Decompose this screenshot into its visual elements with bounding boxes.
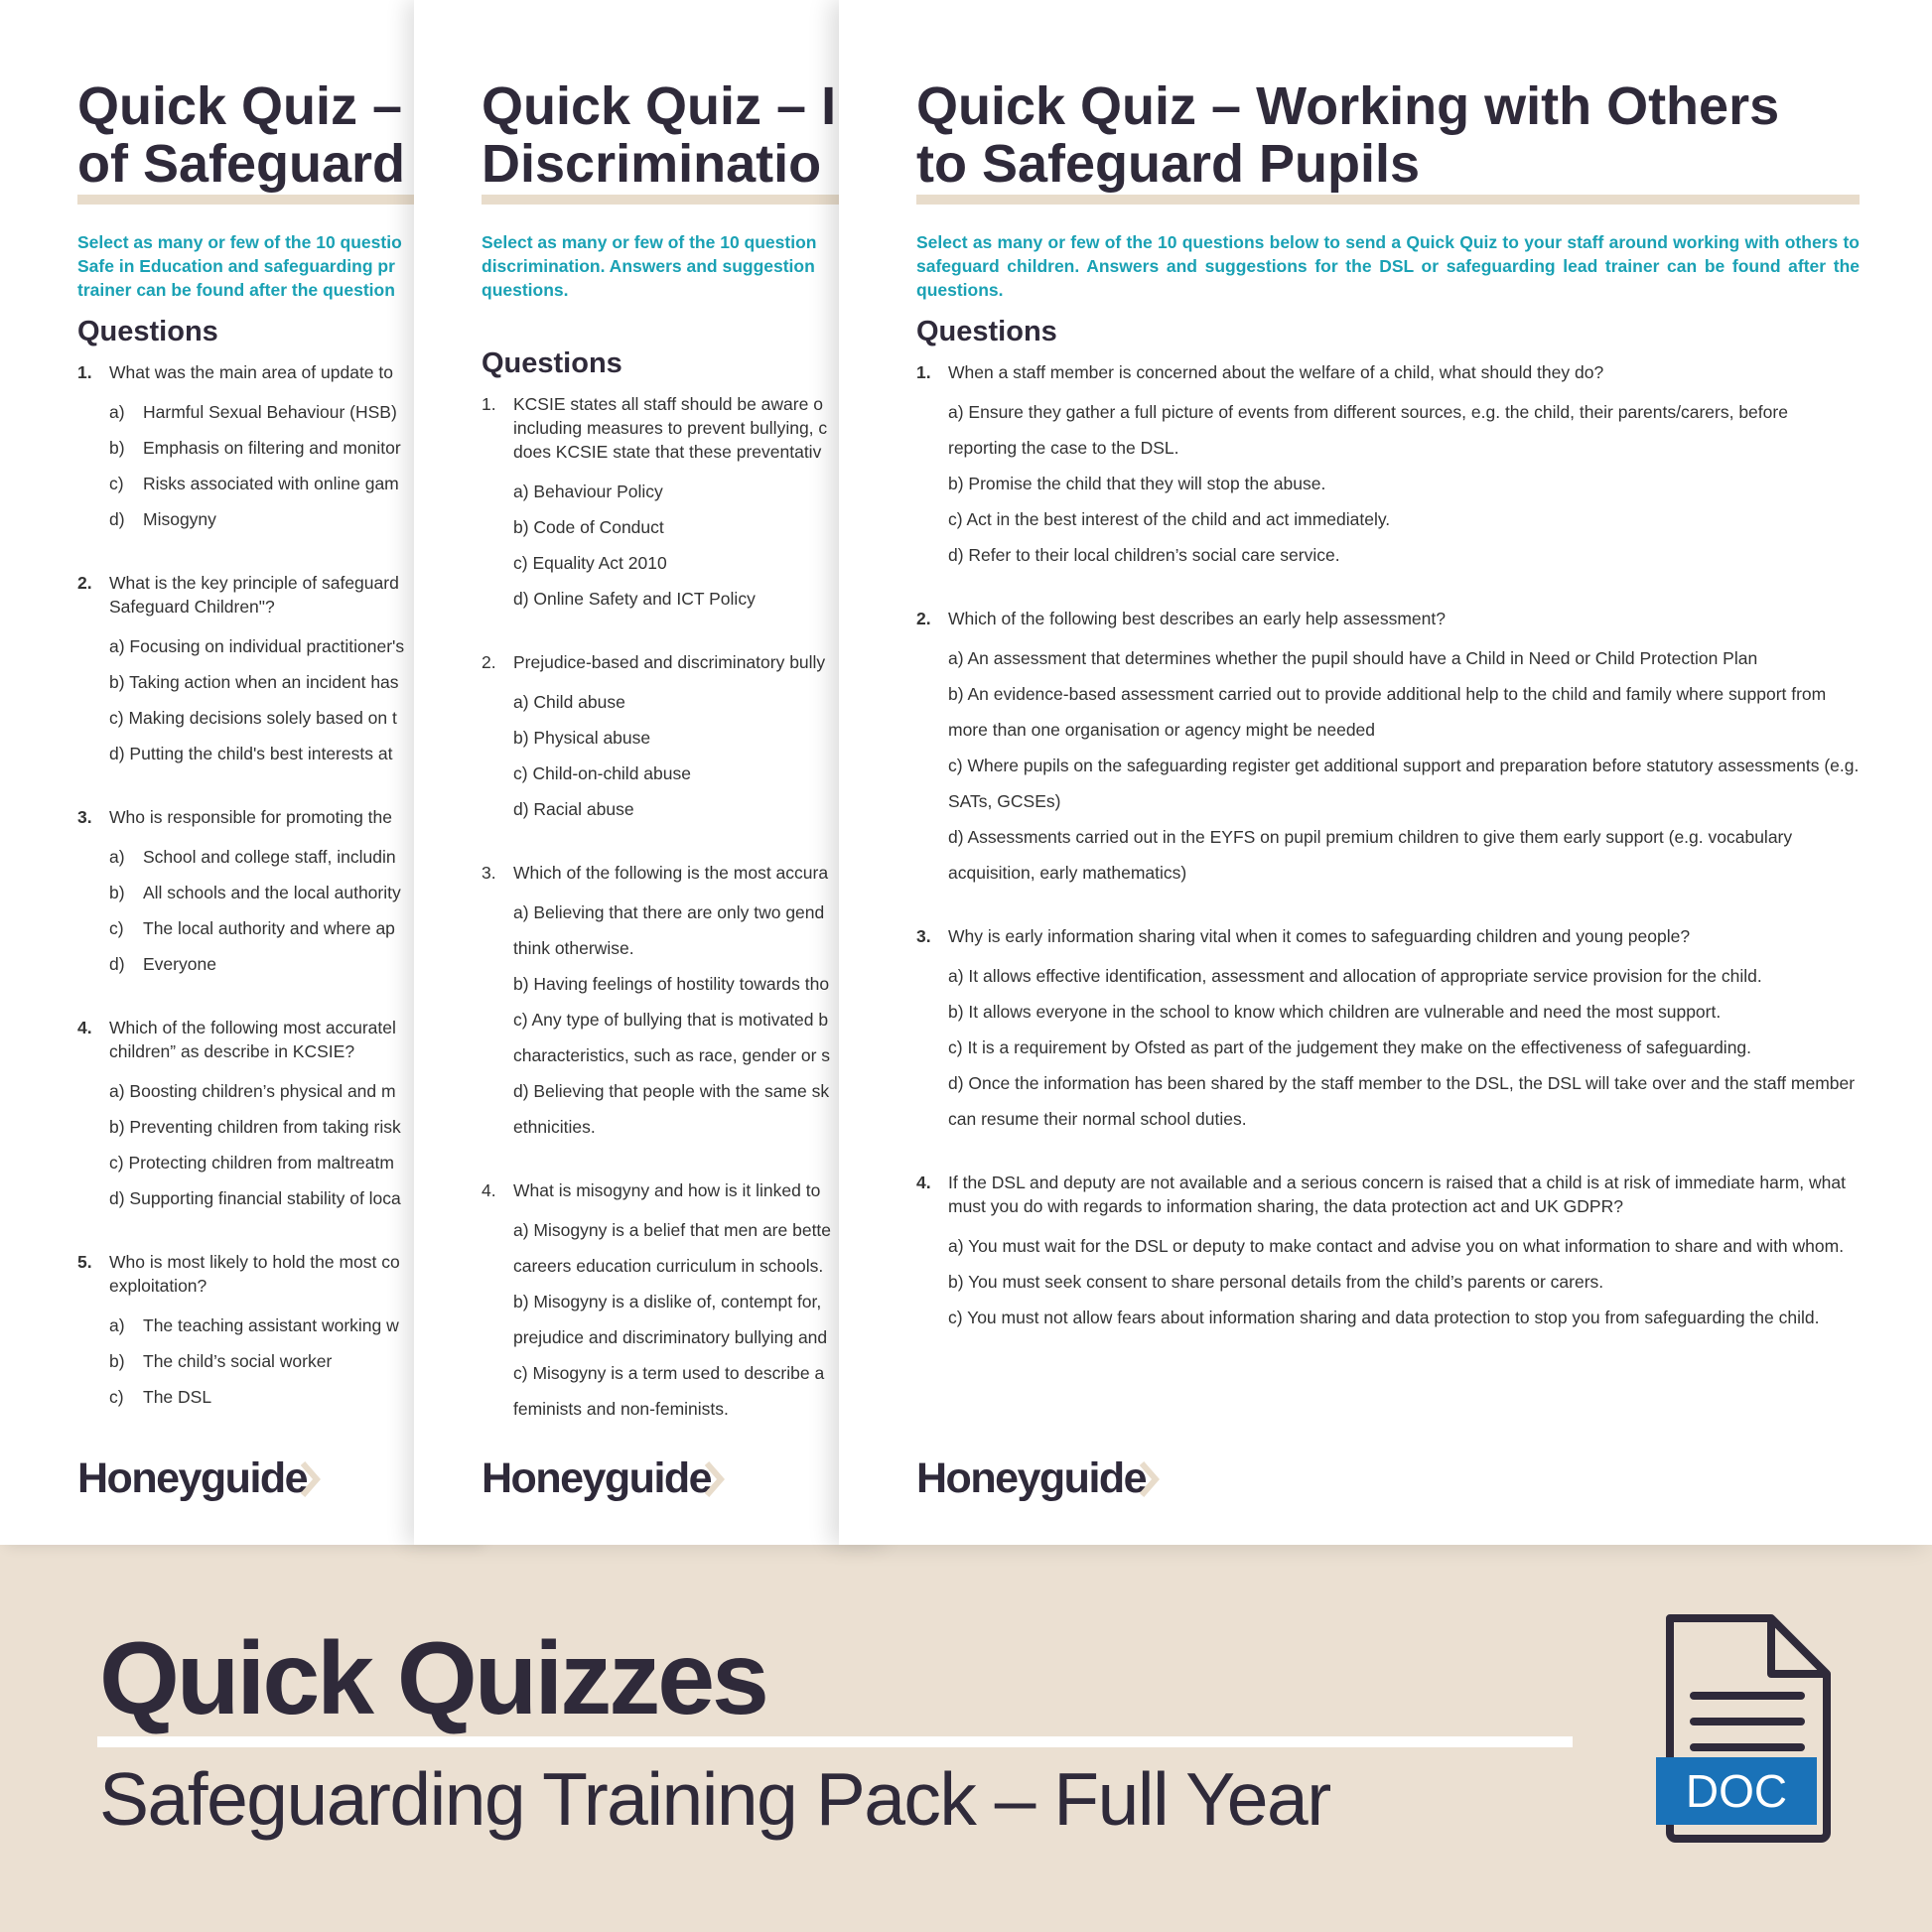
- question-stem: [482, 650, 891, 674]
- option-letter: a): [109, 847, 125, 867]
- chevron-right-icon: [705, 1459, 727, 1499]
- option-letter: d): [109, 509, 125, 529]
- intro-text: Select as many or few of the 10 questions below to send a Quick Quiz to your staff around working with others to safeguard children. Answers and suggestions for the DSL or safeguarding lead trainer can be found after the questions.: [916, 232, 1860, 300]
- answer-option: [482, 545, 891, 581]
- option-text: a) Misogyny is a belief that men are bette: [513, 1220, 832, 1240]
- option-text: b) You must seek consent to share personal details from the child’s parents or carers.: [948, 1272, 1604, 1292]
- answer-option: [916, 640, 1860, 676]
- quiz-page-working-with-others: [839, 0, 1932, 1545]
- banner-divider: [97, 1736, 1573, 1747]
- option-text: Misogyny: [143, 509, 216, 529]
- option-letter: c): [109, 1387, 124, 1407]
- option-text: a) Child abuse: [513, 692, 625, 712]
- question-number: 4.: [482, 1180, 496, 1200]
- question-number: 1.: [916, 362, 931, 382]
- option-text: a) Boosting children’s physical and m: [109, 1081, 396, 1101]
- option-text: c) You must not allow fears about information sharing and data protection to stop you from safeguarding the child.: [948, 1308, 1820, 1327]
- answer-option: [482, 930, 891, 966]
- question-text: When a staff member is concerned about the welfare of a child, what should they do?: [948, 362, 1604, 382]
- question-number: 2.: [77, 573, 92, 593]
- option-text: b) Code of Conduct: [513, 517, 664, 537]
- option-text: a) Focusing on individual practitioner's: [109, 636, 405, 656]
- question-text: Prejudice-based and discriminatory bully: [513, 652, 826, 672]
- question-item: [482, 392, 891, 617]
- option-text: The teaching assistant working w: [143, 1315, 399, 1335]
- question-list: [482, 392, 891, 1427]
- question-number: 5.: [77, 1252, 92, 1272]
- option-text: c) Any type of bullying that is motivated b: [513, 1010, 829, 1030]
- answer-option: [916, 1065, 1860, 1137]
- option-letter: c): [109, 474, 124, 493]
- option-text: c) Equality Act 2010: [513, 553, 667, 573]
- questions-heading: Questions: [482, 347, 622, 379]
- answer-option: [916, 1228, 1860, 1264]
- option-text: Risks associated with online gam: [143, 474, 399, 493]
- page-title: Quick Quiz – of Safeguard: [77, 76, 406, 194]
- option-text: Emphasis on filtering and monitor: [143, 438, 401, 458]
- question-number: 3.: [916, 926, 931, 946]
- question-item: [482, 861, 891, 1145]
- option-letter: b): [109, 1351, 125, 1371]
- option-text: b) Promise the child that they will stop the abuse.: [948, 474, 1326, 493]
- question-item: [916, 607, 1860, 891]
- document-icon: [1652, 1608, 1845, 1849]
- question-item: [482, 650, 891, 827]
- option-text: a) It allows effective identification, assessment and allocation of appropriate service provision for the child.: [948, 966, 1762, 986]
- answer-option: [482, 1391, 891, 1427]
- quiz-page-designated-safeguarding: [0, 0, 477, 1545]
- questions-heading: Questions: [916, 316, 1057, 347]
- title-underline: [482, 195, 891, 205]
- intro-text: Select as many or few of the 10 questio Safe in Education and safeguarding pr trainer can be found after the question: [77, 232, 402, 300]
- answer-option: [482, 581, 891, 617]
- option-text: d) Online Safety and ICT Policy: [513, 589, 756, 609]
- option-text: c) Act in the best interest of the child and act immediately.: [948, 509, 1391, 529]
- answer-option: [482, 1002, 891, 1037]
- question-item: [916, 360, 1860, 573]
- option-text: The DSL: [143, 1387, 212, 1407]
- page-title: Quick Quiz – I Discriminatio: [482, 76, 837, 194]
- question-item: [916, 1171, 1860, 1335]
- option-text: d) Racial abuse: [513, 799, 634, 819]
- option-text: b) Preventing children from taking risk: [109, 1117, 401, 1137]
- question-number: 2.: [916, 609, 931, 628]
- answer-option: [916, 501, 1860, 537]
- answer-option: [482, 720, 891, 756]
- answer-option: [482, 1284, 891, 1319]
- answer-option: [482, 1037, 891, 1073]
- answer-option: [482, 684, 891, 720]
- option-text: The child’s social worker: [143, 1351, 333, 1371]
- svg-text:DOC: DOC: [1685, 1765, 1788, 1817]
- question-number: 2.: [482, 652, 496, 672]
- honeyguide-logo: Honeyguide: [916, 1454, 1162, 1503]
- answer-option: [482, 1109, 891, 1145]
- title-underline: [916, 195, 1860, 205]
- chevron-right-icon: [1140, 1459, 1162, 1499]
- option-text: careers education curriculum in schools.: [513, 1256, 824, 1276]
- option-text: a) You must wait for the DSL or deputy to make contact and advise you on what information to share and with whom.: [948, 1236, 1845, 1256]
- option-text: School and college staff, includin: [143, 847, 396, 867]
- question-stem: [916, 360, 1860, 384]
- question-stem: [916, 924, 1860, 948]
- quiz-page-discrimination: [414, 0, 891, 1545]
- option-text: Harmful Sexual Behaviour (HSB): [143, 402, 397, 422]
- option-text: a) Behaviour Policy: [513, 482, 663, 501]
- option-text: b) Having feelings of hostility towards tho: [513, 974, 830, 994]
- page-content: [916, 0, 1860, 1369]
- answer-option: [916, 466, 1860, 501]
- option-text: d) Putting the child's best interests at: [109, 744, 393, 763]
- answer-option: [916, 394, 1860, 466]
- answer-option: [916, 1264, 1860, 1300]
- question-stem: [482, 861, 891, 885]
- question-stem: [482, 1178, 891, 1202]
- answer-option: [482, 966, 891, 1002]
- option-text: think otherwise.: [513, 938, 634, 958]
- answer-option: [482, 1355, 891, 1391]
- question-text: What is the key principle of safeguard Safeguard Children"?: [109, 573, 399, 617]
- option-letter: b): [109, 883, 125, 902]
- question-item: [916, 924, 1860, 1137]
- answer-option: [482, 1319, 891, 1355]
- option-letter: a): [109, 1315, 125, 1335]
- answer-option: [482, 791, 891, 827]
- option-text: a) Ensure they gather a full picture of events from different sources, e.g. the child, their parents/carers, before reporting the case to the DSL.: [948, 402, 1788, 458]
- answer-option: [916, 994, 1860, 1030]
- chevron-right-icon: [301, 1459, 323, 1499]
- question-number: 3.: [482, 863, 496, 883]
- question-text: Which of the following best describes an early help assessment?: [948, 609, 1446, 628]
- option-text: c) It is a requirement by Ofsted as part of the judgement they make on the effectiveness of safeguarding.: [948, 1037, 1752, 1057]
- answer-option: [482, 474, 891, 509]
- question-text: Who is responsible for promoting the: [109, 807, 392, 827]
- option-text: c) Misogyny is a term used to describe a: [513, 1363, 825, 1383]
- question-text: Why is early information sharing vital when it comes to safeguarding children and young people?: [948, 926, 1691, 946]
- option-text: d) Believing that people with the same sk: [513, 1081, 830, 1101]
- option-text: c) Where pupils on the safeguarding register get additional support and preparation before statutory assessments (e.g. SATs, GCSEs): [948, 756, 1860, 811]
- answer-option: [482, 756, 891, 791]
- option-text: Everyone: [143, 954, 216, 974]
- question-text: Which of the following most accuratel children” as describe in KCSIE?: [109, 1018, 396, 1061]
- option-text: b) Misogyny is a dislike of, contempt for,: [513, 1292, 822, 1311]
- option-text: d) Assessments carried out in the EYFS on pupil premium children to give them early support (e.g. vocabulary acquisition, early mathematics): [948, 827, 1793, 883]
- banner-subtitle: Safeguarding Training Pack – Full Year: [99, 1757, 1330, 1841]
- option-text: characteristics, such as race, gender or s: [513, 1045, 831, 1065]
- answer-option: [916, 748, 1860, 819]
- answer-option: [916, 819, 1860, 891]
- option-text: c) Child-on-child abuse: [513, 763, 691, 783]
- question-text: If the DSL and deputy are not available and a serious concern is raised that a child is at risk of immediate harm, what must you do with regards to information sharing, the data protection act and UK GDPR?: [948, 1173, 1846, 1216]
- option-text: d) Supporting financial stability of loca: [109, 1188, 401, 1208]
- page-title: Quick Quiz – Working with Others to Safeguard Pupils: [916, 76, 1780, 194]
- option-text: ethnicities.: [513, 1117, 596, 1137]
- question-item: [482, 1178, 891, 1427]
- question-number: 1.: [482, 394, 496, 414]
- question-text: Which of the following is the most accura: [513, 863, 829, 883]
- option-text: a) An assessment that determines whether the pupil should have a Child in Need or Child Protection Plan: [948, 648, 1758, 668]
- page-content: [482, 0, 891, 1460]
- option-text: feminists and non-feminists.: [513, 1399, 729, 1419]
- question-number: 4.: [77, 1018, 92, 1037]
- option-letter: c): [109, 918, 124, 938]
- question-text: Who is most likely to hold the most co exploitation?: [109, 1252, 400, 1296]
- answer-option: [916, 958, 1860, 994]
- option-text: prejudice and discriminatory bullying and: [513, 1327, 828, 1347]
- option-letter: b): [109, 438, 125, 458]
- answer-option: [482, 1248, 891, 1284]
- question-text: KCSIE states all staff should be aware o including measures to prevent bullying, c does KCSIE state that these preventativ: [513, 394, 828, 462]
- honeyguide-logo: Honeyguide: [77, 1454, 323, 1503]
- answer-option: [482, 1073, 891, 1109]
- banner-title: Quick Quizzes: [99, 1621, 766, 1736]
- question-stem: [916, 607, 1860, 630]
- questions-heading: Questions: [77, 316, 218, 347]
- option-text: c) Protecting children from maltreatm: [109, 1153, 394, 1173]
- answer-option: [916, 1030, 1860, 1065]
- question-stem: [916, 1171, 1860, 1218]
- option-text: All schools and the local authority: [143, 883, 401, 902]
- option-text: b) It allows everyone in the school to know which children are vulnerable and need the most support.: [948, 1002, 1722, 1022]
- question-number: 3.: [77, 807, 92, 827]
- question-number: 4.: [916, 1173, 931, 1192]
- question-list: [916, 360, 1860, 1335]
- option-text: b) Taking action when an incident has: [109, 672, 399, 692]
- answer-option: [916, 1300, 1860, 1335]
- answer-option: [482, 509, 891, 545]
- question-text: What was the main area of update to: [109, 362, 393, 382]
- option-letter: a): [109, 402, 125, 422]
- question-stem: [482, 392, 891, 464]
- question-number: 1.: [77, 362, 92, 382]
- question-text: What is misogyny and how is it linked to: [513, 1180, 821, 1200]
- answer-option: [482, 1212, 891, 1248]
- option-text: The local authority and where ap: [143, 918, 395, 938]
- option-text: a) Believing that there are only two gend: [513, 902, 825, 922]
- intro-text: Select as many or few of the 10 question discrimination. Answers and suggestion questions.: [482, 232, 817, 300]
- option-text: c) Making decisions solely based on t: [109, 708, 397, 728]
- option-text: b) Physical abuse: [513, 728, 651, 748]
- option-text: d) Once the information has been shared by the staff member to the DSL, the DSL will take over and the staff member can resume their normal school duties.: [948, 1073, 1856, 1129]
- answer-option: [482, 895, 891, 930]
- option-letter: d): [109, 954, 125, 974]
- option-text: d) Refer to their local children’s social care service.: [948, 545, 1340, 565]
- answer-option: [916, 537, 1860, 573]
- honeyguide-logo: Honeyguide: [482, 1454, 727, 1503]
- answer-option: [916, 676, 1860, 748]
- option-text: b) An evidence-based assessment carried out to provide additional help to the child and family where support from more than one organisation or agency might be needed: [948, 684, 1827, 740]
